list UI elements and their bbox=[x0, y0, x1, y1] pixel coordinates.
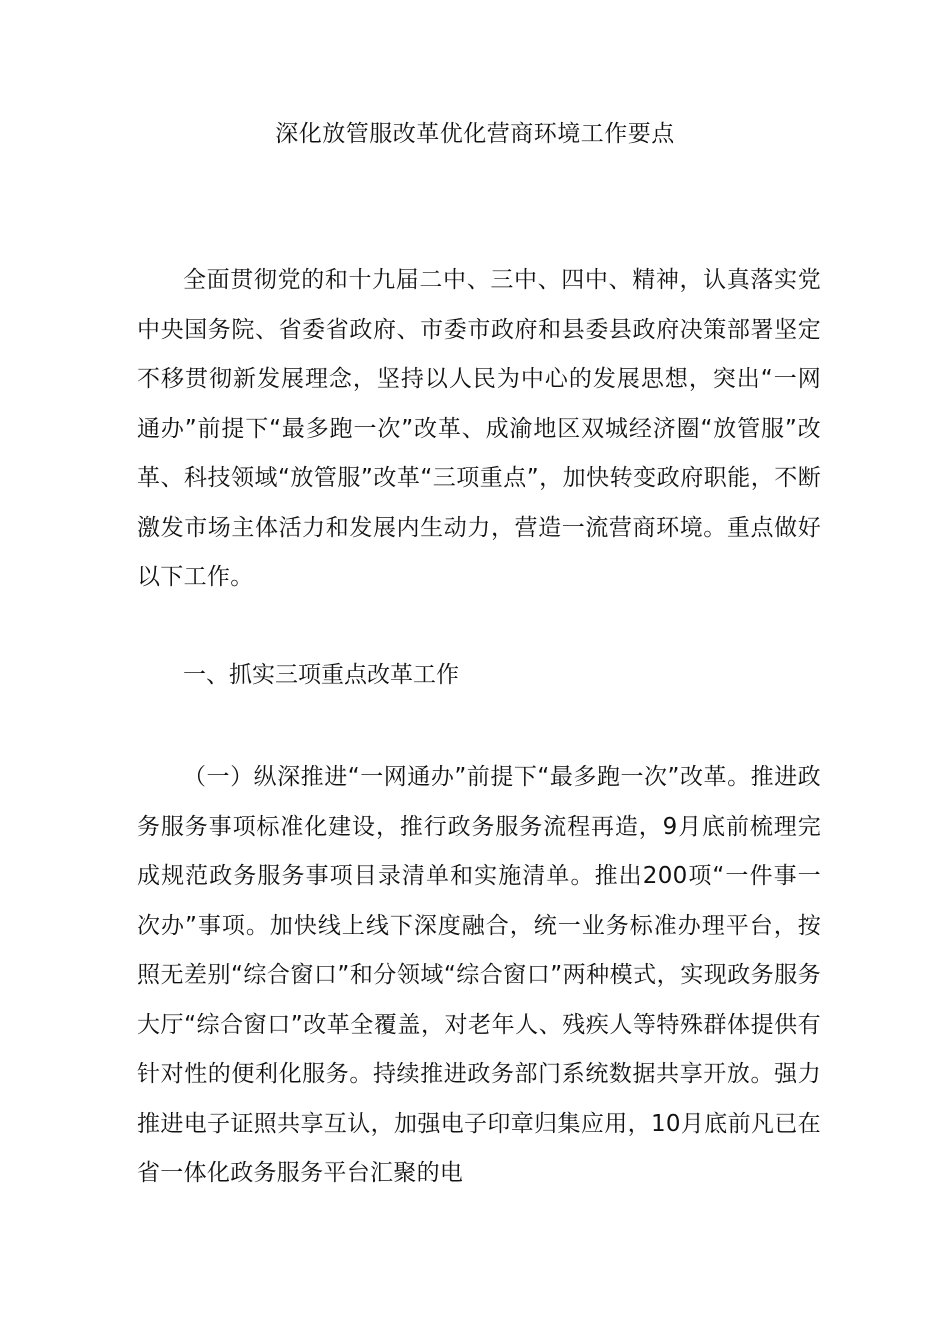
document-title: 深化放管服改革优化营商环境工作要点 bbox=[275, 121, 675, 147]
intro-paragraph: 全面贯彻党的和十九届二中、三中、四中、精神，认真落实党中央国务院、省委省政府、市委市政府和县委县政府决策部署坚定不移贯彻新发展理念，坚持以人民为中心的发展思想，突出“一网通办”前提下“最多跑一次”改革、成渝地区双城经济圈“放管服”改革、科技领域“放管服”改革“三项重点”，加快转变政府职能，不断激发市场主体活力和发展内生动力，营造一流营商环境。重点做好以下工作。 bbox=[137, 267, 821, 590]
section-paragraph: （一）纵深推进“一网通办”前提下“最多跑一次”改革。推进政务服务事项标准化建设，推行政务服务流程再造，9月底前梳理完成规范政务服务事项目录清单和实施清单。推出200项“一件事一次办”事项。加快线上线下深度融合，统一业务标准办理平台，按照无差别“综合窗口”和分领域“综合窗口”两种模式，实现政务服务大厅“综合窗口”改革全覆盖，对老年人、残疾人等特殊群体提供有针对性的便利化服务。持续推进政务部门系统数据共享开放。强力推进电子证照共享互认，加强电子印章归集应用，10月底前凡已在省一体化政务服务平台汇聚的电 bbox=[137, 764, 821, 1186]
section-heading: 一、抓实三项重点改革工作 bbox=[183, 662, 459, 688]
